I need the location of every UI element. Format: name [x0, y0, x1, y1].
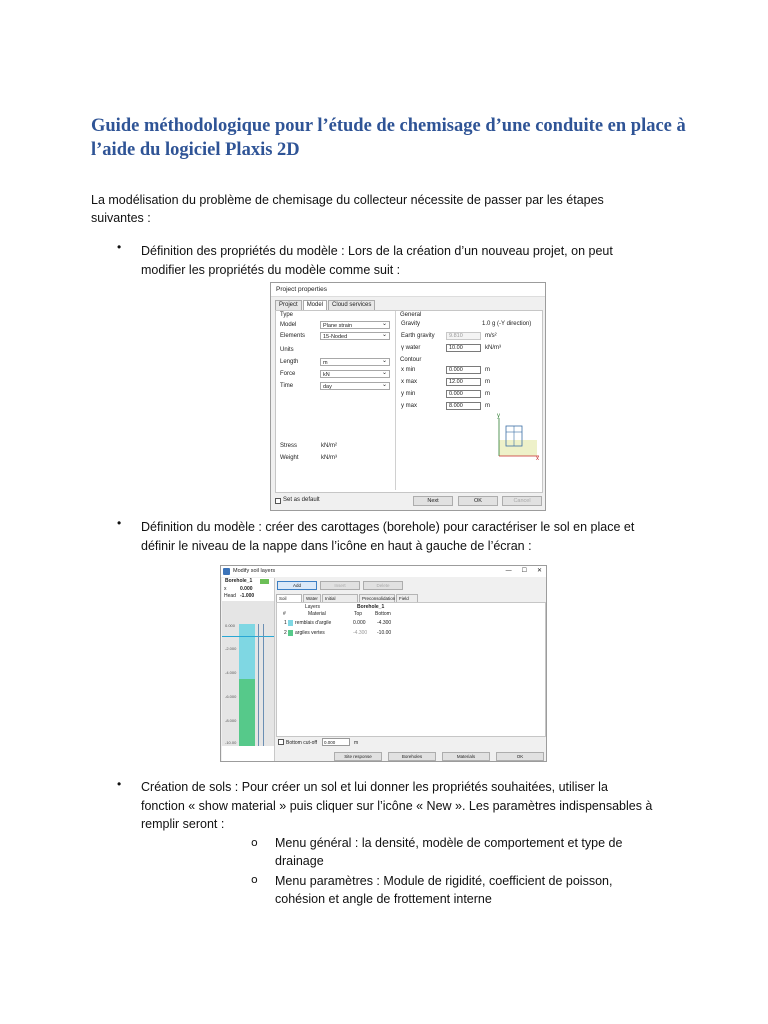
ymax-label: y max [401, 403, 418, 409]
bullet-1-line-1: Définition des propriétés du modèle : Lors de la création d’un nouveau projet, on peut [141, 244, 613, 258]
document-title: Guide méthodologique pour l’étude de chemisage d’une conduite en place à l’aide du logiciel Plaxis 2D [91, 116, 686, 160]
tab-field-data[interactable]: Field [396, 594, 418, 602]
bullet-marker: • [117, 516, 122, 530]
weight-label: Weight [280, 455, 299, 461]
bullet-marker: • [117, 240, 122, 254]
close-icon[interactable]: ✕ [536, 568, 542, 574]
gravity-value: 1.0 g (-Y direction) [482, 321, 532, 327]
borehole-name: Borehole_1 [225, 578, 253, 584]
row-material: remblais d'argile [295, 620, 332, 626]
add-button[interactable]: Add [277, 581, 317, 590]
contour-preview [493, 414, 543, 462]
time-select[interactable]: day ⌄ [320, 382, 390, 390]
bullet-3-line-2: fonction « show material » puis cliquer sur l’icône « New ». Les paramètres indispensables à [141, 799, 653, 813]
ymin-input[interactable]: 0.000 [446, 390, 481, 398]
table-row[interactable] [281, 629, 401, 638]
row-bottom: -4.300 [377, 620, 392, 626]
xmin-input[interactable]: 0.000 [446, 366, 481, 374]
soil-layer-1 [239, 624, 255, 679]
cancel-button[interactable]: Cancel [502, 496, 542, 506]
gamma-water-label: γ water [401, 345, 421, 351]
depth-tick: -8.000 [225, 718, 237, 723]
general-group-label: General [400, 312, 422, 318]
sub-bullet-1-line-1: Menu général : la densité, modèle de comportement et type de [275, 836, 623, 850]
dialog-title: Modify soil layers [233, 568, 276, 574]
material-swatch [288, 620, 293, 626]
row-bottom: -10.00 [377, 630, 392, 636]
bullet-2-line-1: Définition du modèle : créer des carottages (borehole) pour caractériser le sol en place et [141, 520, 635, 534]
stress-label: Stress [280, 443, 298, 449]
depth-tick: 0.000 [225, 623, 236, 628]
tab-bar [275, 300, 376, 310]
bullet-3-line-3: remplir seront : [141, 817, 225, 831]
earth-gravity-input[interactable]: 9.810 [446, 332, 481, 340]
head-value: -1.000 [240, 593, 255, 599]
bottom-cutoff-input[interactable]: 0.000 [322, 738, 350, 746]
length-select[interactable]: m ⌄ [320, 358, 390, 366]
model-label: Model [280, 322, 297, 328]
xmax-input[interactable]: 12.00 [446, 378, 481, 386]
bottom-cutoff-label: Bottom cut-off [286, 740, 318, 746]
gamma-water-unit: kN/m³ [485, 345, 501, 351]
app-icon [223, 568, 230, 575]
ok-button[interactable]: OK [496, 752, 544, 761]
intro-line-1: La modélisation du problème de chemisage du collecteur nécessite de passer par les étapes [91, 193, 604, 207]
gravity-label: Gravity [401, 321, 421, 327]
set-default-label: Set as default [283, 497, 320, 503]
tab-soil-layers[interactable]: Soil [276, 594, 302, 602]
row-num: 2 [284, 630, 287, 636]
sub-bullet-marker: o [251, 836, 258, 849]
col-header-top: Top [354, 611, 363, 617]
x-value: 0.000 [240, 586, 253, 592]
soil-layer-2 [239, 679, 255, 746]
tab-preconsolidation[interactable]: Preconsolidation [359, 594, 395, 602]
minimize-icon[interactable]: — [505, 568, 512, 574]
xmax-label: x max [401, 379, 418, 385]
bullet-1-line-2: modifier les propriétés du modèle comme suit : [141, 263, 401, 277]
type-group-label: Type [280, 312, 294, 318]
site-response-button[interactable]: Site response [334, 752, 382, 761]
sub-bullet-1-line-2: drainage [275, 854, 324, 868]
row-top: -4.300 [353, 630, 368, 636]
boreholes-button[interactable]: Boreholes [388, 752, 436, 761]
depth-tick: -2.000 [225, 646, 237, 651]
col-header-bottom: Bottom [375, 611, 391, 617]
earth-gravity-label: Earth gravity [401, 333, 435, 339]
bullet-marker: • [117, 777, 122, 791]
sub-bullet-marker: o [251, 873, 258, 886]
force-select[interactable]: kN ⌄ [320, 370, 390, 378]
units-group-label: Units [280, 347, 294, 353]
table-row[interactable] [281, 619, 401, 628]
bullet-3-line-1: Création de sols : Pour créer un sol et lui donner les propriétés souhaitées, utiliser la [141, 780, 608, 794]
elements-select[interactable]: 15-Noded ⌄ [320, 332, 390, 340]
row-num: 1 [284, 620, 287, 626]
materials-button[interactable]: Materials [442, 752, 490, 761]
dialog-title: Project properties [271, 283, 545, 297]
insert-button[interactable]: Insert [320, 581, 360, 590]
weight-value: kN/m³ [321, 455, 337, 461]
time-label: Time [280, 383, 294, 389]
borehole-stem [258, 624, 264, 746]
ymin-unit: m [485, 391, 490, 397]
col-header-material: Material [308, 611, 326, 617]
xmax-unit: m [485, 379, 490, 385]
sub-bullet-2-line-1: Menu paramètres : Module de rigidité, coefficient de poisson, [275, 874, 613, 888]
tab-project[interactable]: Project [275, 300, 302, 310]
bottom-cutoff-unit: m [354, 740, 359, 746]
xmin-unit: m [485, 367, 490, 373]
xmin-label: x min [401, 367, 416, 373]
bottom-cutoff-checkbox[interactable] [278, 739, 284, 745]
depth-tick: -4.000 [225, 670, 237, 675]
tab-water[interactable]: Water [303, 594, 321, 602]
project-properties-dialog [270, 282, 546, 511]
material-swatch [288, 630, 293, 636]
head-label: Head [224, 593, 236, 599]
col-header-num: # [283, 611, 286, 617]
row-material: argiles vertes [295, 630, 325, 636]
ymin-label: y min [401, 391, 416, 397]
borehole-nav-icon[interactable] [260, 579, 269, 584]
x-label: x [224, 586, 227, 592]
depth-tick: -10.00 [225, 740, 237, 745]
axis-y-label: y [497, 413, 500, 419]
table-group-borehole: Borehole_1 [357, 604, 385, 610]
length-label: Length [280, 359, 299, 365]
row-top: 0.000 [353, 620, 366, 626]
model-select[interactable]: Plane strain ⌄ [320, 321, 390, 329]
force-label: Force [280, 371, 296, 377]
tab-initial-conditions[interactable]: Initial [322, 594, 358, 602]
water-level-line [222, 636, 274, 637]
tab-model[interactable]: Model [303, 300, 327, 310]
ymax-unit: m [485, 403, 490, 409]
maximize-icon[interactable]: ☐ [521, 568, 527, 574]
contour-group-label: Contour [400, 357, 422, 363]
set-default-checkbox[interactable] [275, 498, 281, 504]
next-button[interactable]: Next [413, 496, 453, 506]
elements-label: Elements [280, 333, 306, 339]
axis-x-label: x [536, 456, 539, 462]
column-divider [395, 311, 396, 490]
dialog-titlebar [221, 566, 546, 577]
intro-line-2: suivantes : [91, 211, 151, 225]
delete-button[interactable]: Delete [363, 581, 403, 590]
gamma-water-input[interactable]: 10.00 [446, 344, 481, 352]
tab-cloud-services[interactable]: Cloud services [328, 300, 375, 310]
earth-gravity-unit: m/s² [485, 333, 497, 339]
depth-tick: -6.000 [225, 694, 237, 699]
stress-value: kN/m² [321, 443, 337, 449]
sub-bullet-2-line-2: cohésion et angle de frottement interne [275, 892, 492, 906]
table-group-layers: Layers [305, 604, 321, 610]
ymax-input[interactable]: 8.000 [446, 402, 481, 410]
bullet-2-line-2: définir le niveau de la nappe dans l’icône en haut à gauche de l’écran : [141, 539, 532, 553]
modify-soil-layers-dialog [220, 565, 547, 762]
ok-button[interactable]: OK [458, 496, 498, 506]
